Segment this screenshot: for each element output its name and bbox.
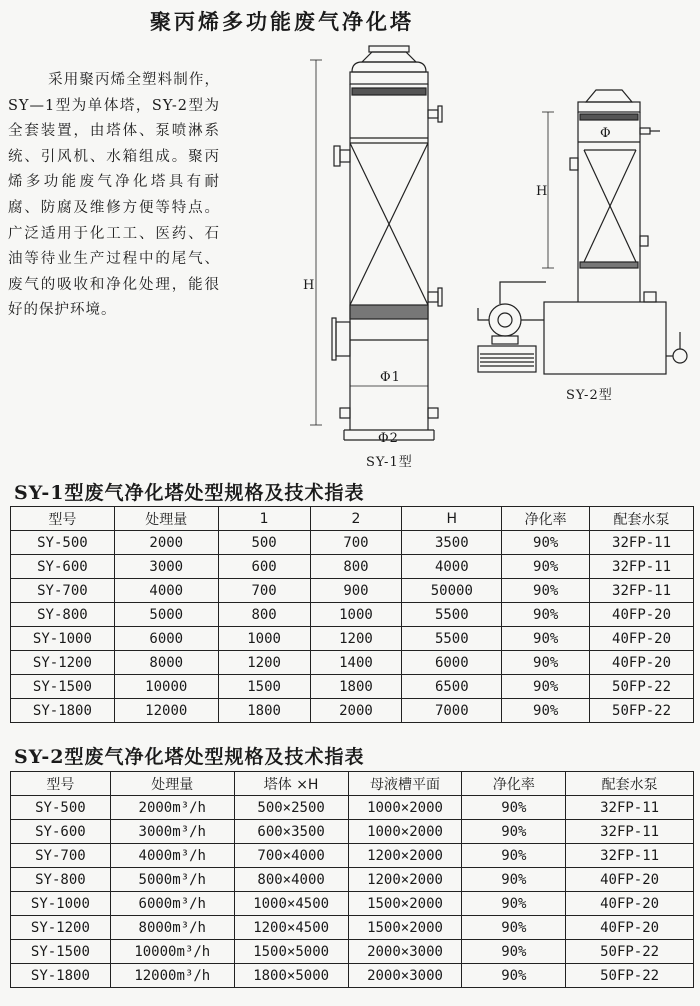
table-header-cell: 净化率 <box>502 507 590 531</box>
sy2-dimension-d: Φ <box>600 126 612 141</box>
table-cell: 40FP-20 <box>566 892 694 916</box>
table-cell: 700×4000 <box>234 844 348 868</box>
table-cell: 2000 <box>310 699 402 723</box>
table-cell: SY-1500 <box>11 940 111 964</box>
page-title: 聚丙烯多功能废气净化塔 <box>150 9 414 34</box>
table-cell: 90% <box>502 579 590 603</box>
table-cell: 1400 <box>310 651 402 675</box>
table-cell: 32FP-11 <box>590 555 694 579</box>
table-cell: 12000 <box>114 699 218 723</box>
table-row <box>11 651 694 675</box>
table-cell: 700 <box>218 579 310 603</box>
table-cell: 3000m³/h <box>110 820 234 844</box>
table-cell: 1000×4500 <box>234 892 348 916</box>
table-cell: 4000m³/h <box>110 844 234 868</box>
table-cell: 1500×5000 <box>234 940 348 964</box>
table-cell: 40FP-20 <box>590 603 694 627</box>
table-cell: 32FP-11 <box>566 820 694 844</box>
intro-text: 采用聚丙烯全塑料制作，SY—1型为单体塔，SY-2型为全套装置，由塔体、泵喷淋系统、引风机、水箱组成。聚丙烯多功能废气净化塔具有耐腐、防腐及维修方便等特点。广泛适用于化工工、医药、石油等待业生产过程中的尾气、废气的吸收和净化处理，能很好的保护环境。 <box>8 72 220 319</box>
table-cell: 7000 <box>402 699 502 723</box>
table-cell: SY-1800 <box>11 964 111 988</box>
table1-title: SY-1型废气净化塔处型规格及技术指表 <box>14 482 365 504</box>
sy1-dimension-h: H <box>303 278 316 293</box>
table-cell: 50000 <box>402 579 502 603</box>
table-row <box>11 940 694 964</box>
table-cell: 12000m³/h <box>110 964 234 988</box>
table-row <box>11 964 694 988</box>
table-cell: 50FP-22 <box>590 699 694 723</box>
table-cell: 90% <box>462 796 566 820</box>
table-header-cell: 配套水泵 <box>566 772 694 796</box>
table-cell: SY-1800 <box>11 699 115 723</box>
table-cell: 32FP-11 <box>566 796 694 820</box>
table-cell: 90% <box>502 603 590 627</box>
table-cell: 90% <box>502 555 590 579</box>
table-header-cell: 处理量 <box>114 507 218 531</box>
table-cell: 5000 <box>114 603 218 627</box>
sy2-tower-drawing <box>478 90 687 374</box>
table-cell: 5500 <box>402 603 502 627</box>
table-cell: 800×4000 <box>234 868 348 892</box>
table-cell: 600×3500 <box>234 820 348 844</box>
table-row <box>11 820 694 844</box>
table-cell: 6000m³/h <box>110 892 234 916</box>
table-header-row <box>11 507 694 531</box>
sy1-tower-drawing <box>310 46 442 440</box>
table-cell: 1000 <box>310 603 402 627</box>
table-cell: 32FP-11 <box>566 844 694 868</box>
table-header-cell: 处理量 <box>110 772 234 796</box>
table-row <box>11 868 694 892</box>
table-cell: SY-1500 <box>11 675 115 699</box>
table-cell: SY-1000 <box>11 892 111 916</box>
table-cell: 32FP-11 <box>590 531 694 555</box>
table-cell: 90% <box>462 916 566 940</box>
table-header-cell: 型号 <box>11 772 111 796</box>
table-cell: 1500 <box>218 675 310 699</box>
table-cell: 90% <box>502 531 590 555</box>
table-row <box>11 555 694 579</box>
sy1-caption: SY-1型 <box>366 455 413 470</box>
table-header-cell: 净化率 <box>462 772 566 796</box>
table-cell: 800 <box>218 603 310 627</box>
table-cell: 1500×2000 <box>348 892 462 916</box>
table-cell: 6000 <box>114 627 218 651</box>
table-cell: 50FP-22 <box>590 675 694 699</box>
table-cell: 90% <box>462 868 566 892</box>
table-cell: 10000 <box>114 675 218 699</box>
table-cell: 90% <box>502 675 590 699</box>
table-cell: SY-800 <box>11 868 111 892</box>
sy2-dimension-h: H <box>536 184 549 199</box>
table-cell: 4000 <box>402 555 502 579</box>
table-cell: 3500 <box>402 531 502 555</box>
sy1-spec-table <box>10 506 694 723</box>
table-cell: 90% <box>502 651 590 675</box>
sy1-dimension-d2: Φ2 <box>378 431 399 446</box>
table-cell: SY-500 <box>11 796 111 820</box>
table-cell: 1200×2000 <box>348 868 462 892</box>
table-cell: 50FP-22 <box>566 940 694 964</box>
table-row <box>11 675 694 699</box>
table-cell: 900 <box>310 579 402 603</box>
table-row <box>11 699 694 723</box>
table-cell: 90% <box>462 964 566 988</box>
sy2-caption: SY-2型 <box>566 388 613 403</box>
table-cell: 50FP-22 <box>566 964 694 988</box>
table-cell: SY-1200 <box>11 651 115 675</box>
table-cell: 1800 <box>218 699 310 723</box>
table-cell: 500×2500 <box>234 796 348 820</box>
table-cell: SY-1200 <box>11 916 111 940</box>
table-row <box>11 531 694 555</box>
table-cell: 1200×2000 <box>348 844 462 868</box>
table-cell: 90% <box>462 892 566 916</box>
table-cell: 40FP-20 <box>566 916 694 940</box>
table-cell: 10000m³/h <box>110 940 234 964</box>
table-cell: 1000×2000 <box>348 820 462 844</box>
table-header-cell: 1 <box>218 507 310 531</box>
table-header-cell: 母液槽平面 <box>348 772 462 796</box>
table-cell: 700 <box>310 531 402 555</box>
table-cell: 90% <box>502 699 590 723</box>
table-cell: 40FP-20 <box>566 868 694 892</box>
table-cell: 1000×2000 <box>348 796 462 820</box>
table-row <box>11 844 694 868</box>
table-cell: 800 <box>310 555 402 579</box>
table-cell: SY-700 <box>11 844 111 868</box>
table-cell: 1200 <box>310 627 402 651</box>
table-cell: 8000m³/h <box>110 916 234 940</box>
table-cell: SY-500 <box>11 531 115 555</box>
table-header-cell: H <box>402 507 502 531</box>
table-cell: 32FP-11 <box>590 579 694 603</box>
table-header-cell: 2 <box>310 507 402 531</box>
table-cell: 1200×4500 <box>234 916 348 940</box>
table-cell: 600 <box>218 555 310 579</box>
table-row <box>11 796 694 820</box>
table-cell: 90% <box>462 940 566 964</box>
table-row <box>11 627 694 651</box>
table-cell: 40FP-20 <box>590 651 694 675</box>
table-cell: SY-1000 <box>11 627 115 651</box>
table-cell: 1500×2000 <box>348 916 462 940</box>
sy2-spec-table <box>10 771 694 988</box>
table-cell: 4000 <box>114 579 218 603</box>
table-cell: 1800 <box>310 675 402 699</box>
table-cell: SY-800 <box>11 603 115 627</box>
table-row <box>11 579 694 603</box>
table-cell: 90% <box>502 627 590 651</box>
table2-title: SY-2型废气净化塔处型规格及技术指表 <box>14 746 365 768</box>
table-cell: 8000 <box>114 651 218 675</box>
table-cell: 6000 <box>402 651 502 675</box>
table-header-cell: 塔体 ×H <box>234 772 348 796</box>
table-cell: SY-700 <box>11 579 115 603</box>
table-cell: 1800×5000 <box>234 964 348 988</box>
table-header-row <box>11 772 694 796</box>
table-cell: 2000×3000 <box>348 964 462 988</box>
table-cell: 1200 <box>218 651 310 675</box>
table-cell: 1000 <box>218 627 310 651</box>
table-cell: 90% <box>462 820 566 844</box>
table-cell: 5500 <box>402 627 502 651</box>
table-header-cell: 型号 <box>11 507 115 531</box>
table-cell: SY-600 <box>11 820 111 844</box>
table-cell: 6500 <box>402 675 502 699</box>
table-cell: 2000 <box>114 531 218 555</box>
table-cell: SY-600 <box>11 555 115 579</box>
table-cell: 3000 <box>114 555 218 579</box>
table-cell: 2000×3000 <box>348 940 462 964</box>
table-cell: 500 <box>218 531 310 555</box>
table-row <box>11 603 694 627</box>
sy1-dimension-d1: Φ1 <box>380 370 401 385</box>
table-row <box>11 892 694 916</box>
table-row <box>11 916 694 940</box>
table-cell: 90% <box>462 844 566 868</box>
table-cell: 5000m³/h <box>110 868 234 892</box>
table-header-cell: 配套水泵 <box>590 507 694 531</box>
table-cell: 2000m³/h <box>110 796 234 820</box>
table-cell: 40FP-20 <box>590 627 694 651</box>
